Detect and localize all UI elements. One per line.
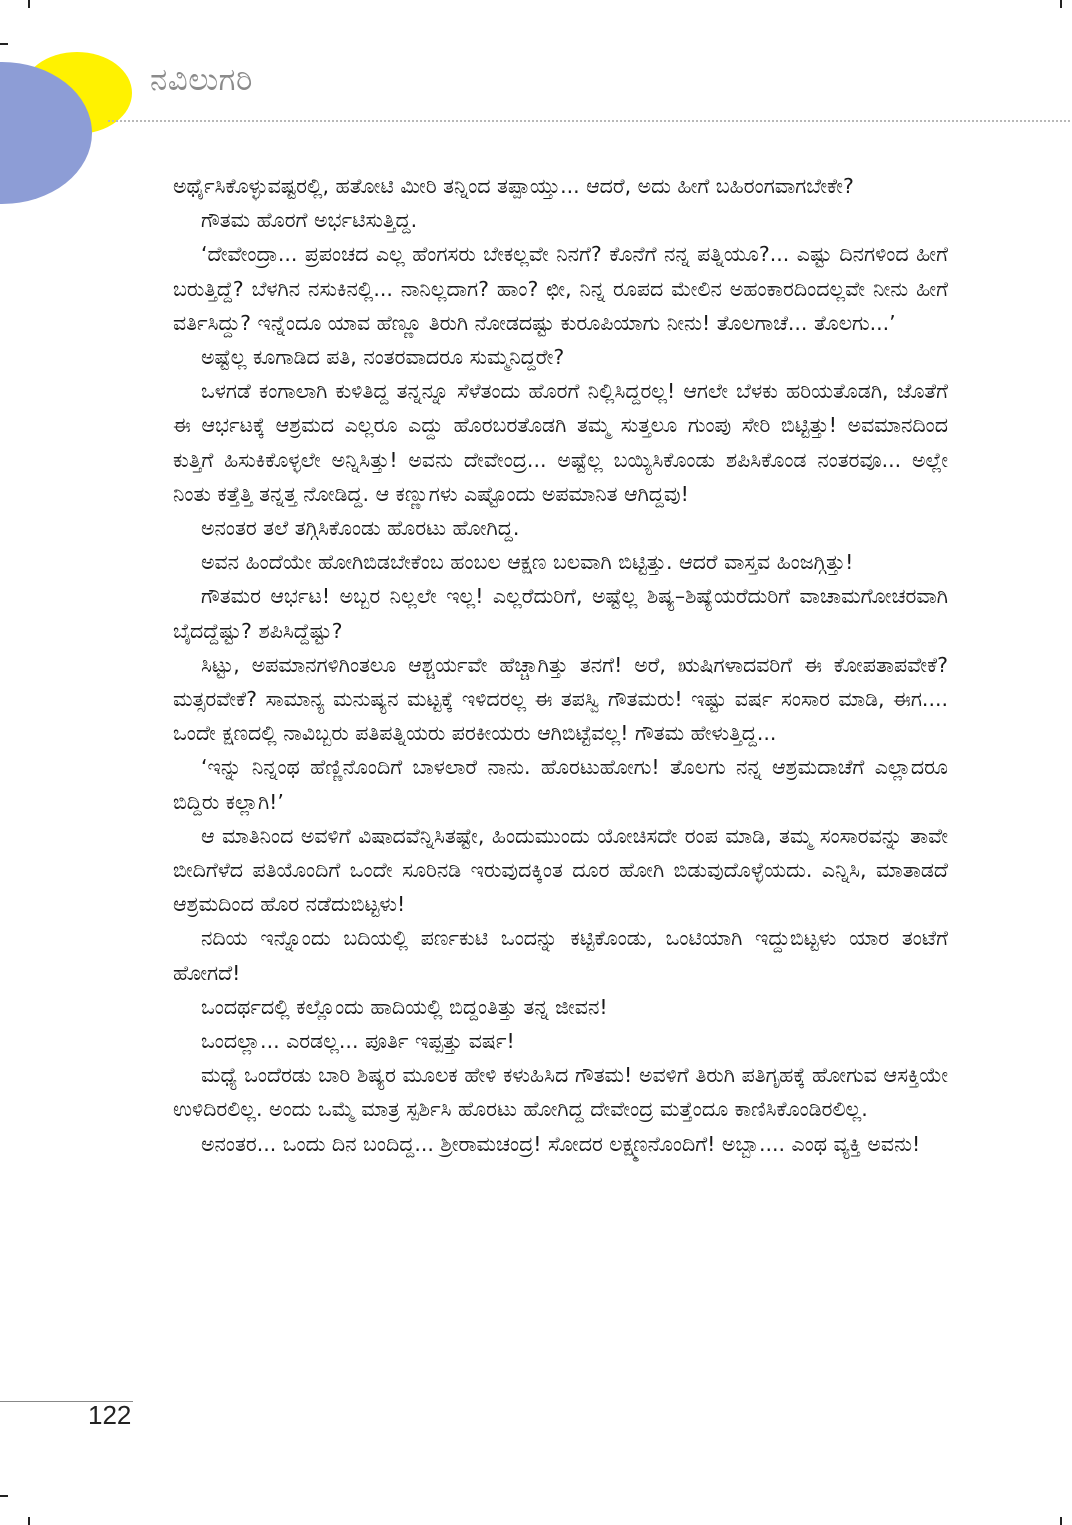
paragraph: ಅಷ್ಟೆಲ್ಲ ಕೂಗಾಡಿದ ಪತಿ, ನಂತರವಾದರೂ ಸುಮ್ಮನಿದ್ದರೇ? xyxy=(201,345,565,370)
paragraph: ಒಳಗಡೆ ಕಂಗಾಲಾಗಿ ಕುಳಿತಿದ್ದ ತನ್ನನ್ನೂ ಸೆಳೆತಂದು ಹೊರಗೆ ನಿಲ್ಲಿಸಿದ್ದರಲ್ಲ! ಆಗಲೇ ಬೆಳಕು ಹರಿಯತೊಡಗಿ, ಜೊತೆಗೆ ಈ ಆರ್ಭಟಕ್ಕೆ ಆಶ್ರಮದ ಎಲ್ಲರೂ ಎದ್ದು ಹೊರಬರತೊಡಗಿ ತಮ್ಮ ಸುತ್ತಲೂ ಗುಂಪು ಸೇರಿ ಬಿಟ್ಟಿತ್ತು! ಅವಮಾನದಿಂದ ಕುತ್ತಿಗೆ ಹಿಸುಕಿಕೊಳ್ಳಲೇ ಅನ್ನಿಸಿತ್ತು! ಅವನು ದೇವೇಂದ್ರ... ಅಷ್ಟೆಲ್ಲ ಬಯ್ಯಿಸಿಕೊಂಡು ಶಪಿಸಿಕೊಂಡ ನಂತರವೂ... ಅಲ್ಲೇ ನಿಂತು ಕತ್ತೆತ್ತಿ ತನ್ನತ್ತ ನೋಡಿದ್ದ. ಆ ಕಣ್ಣುಗಳು ಎಷ್ಟೊಂದು ಅಪಮಾನಿತ ಆಗಿದ್ದವು! xyxy=(173,379,948,506)
paragraph: ‘ದೇವೇಂದ್ರಾ... ಪ್ರಪಂಚದ ಎಲ್ಲ ಹೆಂಗಸರು ಬೇಕಲ್ಲವೇ ನಿನಗೆ? ಕೊನೆಗೆ ನನ್ನ ಪತ್ನಿಯೂ?... ಎಷ್ಟು ದಿನಗಳಿಂದ ಹೀಗೆ ಬರುತ್ತಿದ್ದೆ? ಬೆಳಗಿನ ನಸುಕಿನಲ್ಲಿ... ನಾನಿಲ್ಲದಾಗ? ಹಾಂ? ಛೀ, ನಿನ್ನ ರೂಪದ ಮೇಲಿನ ಅಹಂಕಾರದಿಂದಲ್ಲವೇ ನೀನು ಹೀಗೆ ವರ್ತಿಸಿದ್ದು? ಇನ್ನೆಂದೂ ಯಾವ ಹೆಣ್ಣೂ ತಿರುಗಿ ನೋಡದಷ್ಟು ಕುರೂಪಿಯಾಗು ನೀನು! ತೊಲಗಾಚೆ... ತೊಲಗು...’ xyxy=(173,242,948,335)
crop-mark xyxy=(0,43,8,45)
paragraph: ಗೌತಮರ ಆರ್ಭಟ! ಅಬ್ಬರ ನಿಲ್ಲಲೇ ಇಲ್ಲ! ಎಲ್ಲರೆದುರಿಗೆ, ಅಷ್ಟೆಲ್ಲ ಶಿಷ್ಯ–ಶಿಷ್ಯೆಯರೆದುರಿಗೆ ವಾಚಾಮಗೋಚರವಾಗಿ ಬೈದದ್ದೆಷ್ಟು? ಶಪಿಸಿದ್ದೆಷ್ಟು? xyxy=(173,584,948,643)
paragraph: ಅನಂತರ ತಲೆ ತಗ್ಗಿಸಿಕೊಂಡು ಹೊರಟು ಹೋಗಿದ್ದ. xyxy=(201,516,520,541)
paragraph: ಒಂದರ್ಥದಲ್ಲಿ ಕಲ್ಲೊಂದು ಹಾದಿಯಲ್ಲಿ ಬಿದ್ದಂತಿತ್ತು ತನ್ನ ಜೀವನ! xyxy=(201,994,608,1019)
paragraph: ಸಿಟ್ಟು, ಅಪಮಾನಗಳಿಗಿಂತಲೂ ಆಶ್ಚರ್ಯವೇ ಹೆಚ್ಚಾಗಿತ್ತು ತನಗೆ! ಅರೆ, ಋಷಿಗಳಾದವರಿಗೆ ಈ ಕೋಪತಾಪವೇಕೆ? ಮತ್ಸರವೇಕೆ? ಸಾಮಾನ್ಯ ಮನುಷ್ಯನ ಮಟ್ಟಕ್ಕೆ ಇಳಿದರಲ್ಲ ಈ ತಪಸ್ವಿ ಗೌತಮರು! ಇಷ್ಟು ವರ್ಷ ಸಂಸಾರ ಮಾಡಿ, ಈಗ.... ಒಂದೇ ಕ್ಷಣದಲ್ಲಿ ನಾವಿಬ್ಬರು ಪತಿಪತ್ನಿಯರು ಪರಕೀಯರು ಆಗಿಬಿಟ್ಟೆವಲ್ಲ! ಗೌತಮ ಹೇಳುತ್ತಿದ್ದ... xyxy=(173,652,948,746)
paragraph: ನದಿಯ ಇನ್ನೊಂದು ಬದಿಯಲ್ಲಿ ಪರ್ಣಕುಟಿ ಒಂದನ್ನು ಕಟ್ಟಿಕೊಂಡು, ಒಂಟಿಯಾಗಿ ಇದ್ದುಬಿಟ್ಟಳು ಯಾರ ತಂಟೆಗೆ ಹೋಗದೆ! xyxy=(173,926,948,985)
page-number: 122 xyxy=(88,1400,132,1430)
crop-mark xyxy=(28,1517,30,1525)
paragraph: ಅರ್ಥೈಸಿಕೊಳ್ಳುವಷ್ಟರಲ್ಲಿ, ಹತೋಟಿ ಮೀರಿ ತನ್ನಿಂದ ತಪ್ಪಾಯ್ತು... ಆದರೆ, ಅದು ಹೀಗೆ ಬಹಿರಂಗವಾಗಬೇಕೇ? xyxy=(173,174,854,198)
paragraph: ಆ ಮಾತಿನಿಂದ ಅವಳಿಗೆ ವಿಷಾದವೆನ್ನಿಸಿತಷ್ಟೇ, ಹಿಂದುಮುಂದು ಯೋಚಿಸದೇ ರಂಪ ಮಾಡಿ, ತಮ್ಮ ಸಂಸಾರವನ್ನು ತಾವೇ ಬೀದಿಗೆಳೆದ ಪತಿಯೊಂದಿಗೆ ಒಂದೇ ಸೂರಿನಡಿ ಇರುವುದಕ್ಕಿಂತ ದೂರ ಹೋಗಿ ಬಿಡುವುದೊಳ್ಳೆಯದು. ಎನ್ನಿಸಿ, ಮಾತಾಡದೆ ಆಶ್ರಮದಿಂದ ಹೊರ ನಡೆದುಬಿಟ್ಟಳು! xyxy=(173,823,948,917)
paragraph: ಒಂದಲ್ಲಾ... ಎರಡಲ್ಲ... ಪೂರ್ತಿ ಇಪ್ಪತ್ತು ವರ್ಷ! xyxy=(201,1029,515,1054)
paragraph: ಅವನ ಹಿಂದೆಯೇ ಹೋಗಿಬಿಡಬೇಕೆಂಬ ಹಂಬಲ ಆಕ್ಷಣ ಬಲವಾಗಿ ಬಿಟ್ಟಿತ್ತು. ಆದರೆ ವಾಸ್ತವ ಹಿಂಜಗ್ಗಿತ್ತು! xyxy=(201,550,854,575)
crop-mark xyxy=(0,1495,8,1497)
crop-mark xyxy=(1060,1517,1062,1525)
paragraph: ‘ಇನ್ನು ನಿನ್ನಂಥ ಹೆಣ್ಣಿನೊಂದಿಗೆ ಬಾಳಲಾರೆ ನಾನು. ಹೊರಟುಹೋಗು! ತೊಲಗು ನನ್ನ ಆಶ್ರಮದಾಚೆಗೆ ಎಲ್ಲಾದರೂ ಬಿದ್ದಿರು ಕಲ್ಲಾಗಿ!’ xyxy=(173,755,948,814)
paragraph: ಗೌತಮ ಹೊರಗೆ ಅರ್ಭಟಿಸುತ್ತಿದ್ದ. xyxy=(201,208,418,233)
paragraph: ಅನಂತರ... ಒಂದು ದಿನ ಬಂದಿದ್ದ... ಶ್ರೀರಾಮಚಂದ್ರ! ಸೋದರ ಲಕ್ಷ್ಮಣನೊಂದಿಗೆ! ಅಬ್ಬಾ.... ಎಂಥ ವ್ಯಕ್ತಿ ಅವನು! xyxy=(201,1131,921,1156)
paragraph: ಮಧ್ಯೆ ಒಂದೆರಡು ಬಾರಿ ಶಿಷ್ಯರ ಮೂಲಕ ಹೇಳಿ ಕಳುಹಿಸಿದ ಗೌತಮ! ಅವಳಿಗೆ ತಿರುಗಿ ಪತಿಗೃಹಕ್ಕೆ ಹೋಗುವ ಆಸಕ್ತಿಯೇ ಉಳಿದಿರಲಿಲ್ಲ. ಅಂದು ಒಮ್ಮೆ ಮಾತ್ರ ಸ್ಪರ್ಶಿಸಿ ಹೊರಟು ಹೋಗಿದ್ದ ದೇವೇಂದ್ರ ಮತ್ತೆಂದೂ ಕಾಣಿಸಿಕೊಂಡಿರಲಿಲ್ಲ. xyxy=(173,1063,948,1122)
crop-mark xyxy=(1060,0,1062,8)
header-dotted-rule xyxy=(108,120,1070,124)
running-head-title: ನವಿಲುಗರಿ xyxy=(150,62,253,98)
crop-mark xyxy=(28,0,30,8)
body-text xyxy=(173,169,948,1161)
